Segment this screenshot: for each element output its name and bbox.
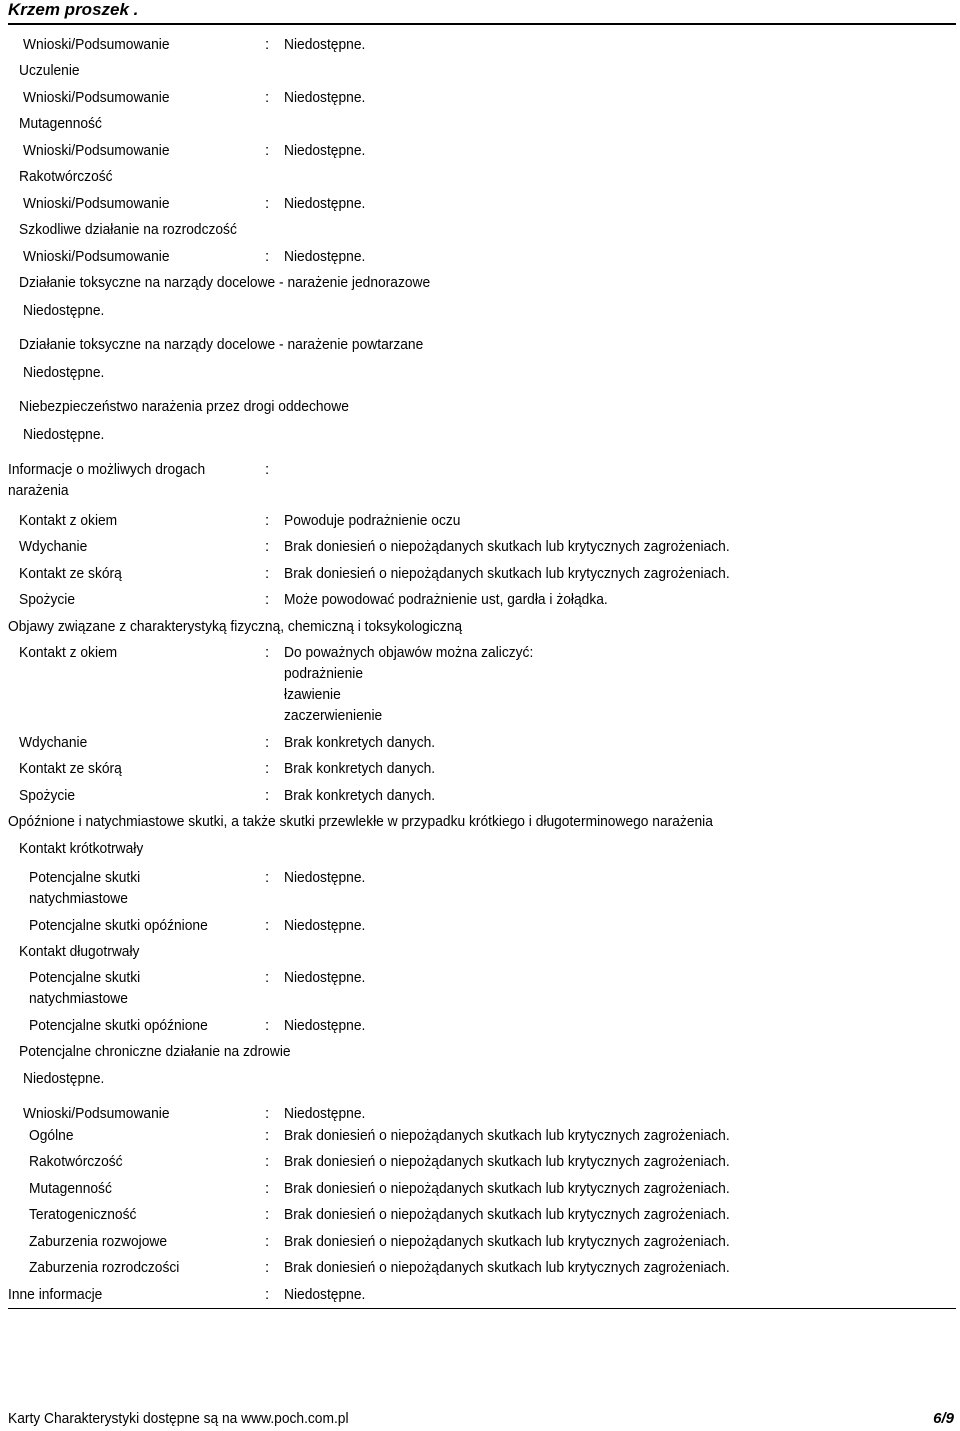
symptom-value: łzawienie: [284, 686, 341, 703]
row-label: Szkodliwe działanie na rozrodczość: [19, 221, 237, 238]
row-value: Niedostępne.: [284, 89, 366, 106]
page-number: 6/9: [933, 1410, 954, 1427]
colon: :: [265, 1286, 270, 1303]
route-label: Kontakt ze skórą: [19, 565, 122, 582]
chronic-value: Brak doniesień o niepożądanych skutkach lub krytycznych zagrożeniach.: [284, 1153, 730, 1170]
colon: :: [265, 1206, 270, 1223]
chronic-value: Brak doniesień o niepożądanych skutkach lub krytycznych zagrożeniach.: [284, 1206, 730, 1223]
row-value: Niedostępne.: [284, 248, 366, 265]
colon: :: [265, 591, 270, 608]
effect-label: Potencjalne skutki opóźnione: [29, 1017, 208, 1034]
symptom-label: Spożycie: [19, 787, 76, 804]
row-label: Rakotwórczość: [19, 168, 113, 185]
section-title: Objawy związane z charakterystyką fizyczną, chemiczną i toksykologiczną: [8, 618, 463, 635]
row-value: Niedostępne.: [284, 142, 366, 159]
colon: :: [265, 644, 270, 661]
effect-value: Niedostępne.: [284, 969, 366, 986]
colon: :: [265, 869, 270, 886]
section-title: Potencjalne chroniczne działanie na zdrowie: [19, 1043, 291, 1060]
colon: :: [265, 461, 270, 478]
chronic-label: Rakotwórczość: [29, 1153, 123, 1170]
chronic-value: Brak doniesień o niepożądanych skutkach lub krytycznych zagrożeniach.: [284, 1233, 730, 1250]
chronic-value: Brak doniesień o niepożądanych skutkach lub krytycznych zagrożeniach.: [284, 1180, 730, 1197]
colon: :: [265, 565, 270, 582]
section-title: Opóźnione i natychmiastowe skutki, a także skutki przewlekłe w przypadku krótkiego i długoterminowego narażenia: [8, 813, 713, 830]
row-label: Wnioski/Podsumowanie: [23, 195, 170, 212]
subsection-title: Kontakt długotrwały: [19, 943, 140, 960]
colon: :: [265, 1017, 270, 1034]
chronic-value: Niedostępne.: [23, 1070, 105, 1087]
symptom-value: Brak konkretych danych.: [284, 760, 436, 777]
chronic-value: Niedostępne.: [284, 1105, 366, 1122]
header-rule: [8, 23, 956, 25]
colon: :: [265, 1180, 270, 1197]
symptom-label: Kontakt z okiem: [19, 644, 118, 661]
row-value: Niedostępne.: [23, 426, 105, 443]
symptom-value: zaczerwienienie: [284, 707, 383, 724]
colon: :: [265, 917, 270, 934]
subsection-title: Kontakt krótkotrwały: [19, 840, 144, 857]
footer-text: Karty Charakterystyki dostępne są na www.poch.com.pl: [8, 1410, 349, 1427]
symptom-value: Brak konkretych danych.: [284, 787, 436, 804]
effect-value: Niedostępne.: [284, 869, 366, 886]
effect-label: Potencjalne skutki opóźnione: [29, 917, 208, 934]
colon: :: [265, 1105, 270, 1122]
colon: :: [265, 760, 270, 777]
colon: :: [265, 142, 270, 159]
colon: :: [265, 969, 270, 986]
row-label: Mutagenność: [19, 115, 102, 132]
colon: :: [265, 787, 270, 804]
routes-label: Informacje o możliwych drogach: [8, 461, 206, 478]
row-label: Wnioski/Podsumowanie: [23, 89, 170, 106]
chronic-label: Teratogeniczność: [29, 1206, 137, 1223]
colon: :: [265, 89, 270, 106]
chronic-label: Ogólne: [29, 1127, 74, 1144]
symptom-label: Kontakt ze skórą: [19, 760, 122, 777]
chronic-label: Zaburzenia rozrodczości: [29, 1259, 180, 1276]
symptom-value: podrażnienie: [284, 665, 364, 682]
route-value: Może powodować podrażnienie ust, gardła i żołądka.: [284, 591, 608, 608]
colon: :: [265, 195, 270, 212]
other-info-label: Inne informacje: [8, 1286, 103, 1303]
row-label: Działanie toksyczne na narządy docelowe - narażenie jednorazowe: [19, 274, 431, 291]
symptom-value: Brak konkretych danych.: [284, 734, 436, 751]
row-label: Działanie toksyczne na narządy docelowe - narażenie powtarzane: [19, 336, 424, 353]
symptom-value: Do poważnych objawów można zaliczyć:: [284, 644, 534, 661]
effect-label: natychmiastowe: [29, 990, 128, 1007]
row-value: Niedostępne.: [284, 195, 366, 212]
row-value: Niedostępne.: [284, 36, 366, 53]
effect-label: natychmiastowe: [29, 890, 128, 907]
effect-value: Niedostępne.: [284, 917, 366, 934]
symptom-label: Wdychanie: [19, 734, 88, 751]
route-label: Spożycie: [19, 591, 76, 608]
effect-label: Potencjalne skutki: [29, 869, 141, 886]
colon: :: [265, 538, 270, 555]
chronic-label: Wnioski/Podsumowanie: [23, 1105, 170, 1122]
chronic-label: Mutagenność: [29, 1180, 112, 1197]
route-label: Kontakt z okiem: [19, 512, 118, 529]
route-value: Brak doniesień o niepożądanych skutkach lub krytycznych zagrożeniach.: [284, 538, 730, 555]
row-value: Niedostępne.: [23, 302, 105, 319]
chronic-label: Zaburzenia rozwojowe: [29, 1233, 168, 1250]
colon: :: [265, 248, 270, 265]
section-rule: [8, 1308, 956, 1309]
row-value: Niedostępne.: [23, 364, 105, 381]
route-value: Brak doniesień o niepożądanych skutkach lub krytycznych zagrożeniach.: [284, 565, 730, 582]
chronic-value: Brak doniesień o niepożądanych skutkach lub krytycznych zagrożeniach.: [284, 1127, 730, 1144]
colon: :: [265, 1127, 270, 1144]
colon: :: [265, 512, 270, 529]
route-value: Powoduje podrażnienie oczu: [284, 512, 461, 529]
effect-label: Potencjalne skutki: [29, 969, 141, 986]
colon: :: [265, 1259, 270, 1276]
colon: :: [265, 734, 270, 751]
effect-value: Niedostępne.: [284, 1017, 366, 1034]
routes-label: narażenia: [8, 482, 69, 499]
chronic-value: Brak doniesień o niepożądanych skutkach lub krytycznych zagrożeniach.: [284, 1259, 730, 1276]
row-label: Wnioski/Podsumowanie: [23, 36, 170, 53]
row-label: Uczulenie: [19, 62, 80, 79]
document-title: Krzem proszek .: [8, 0, 139, 19]
route-label: Wdychanie: [19, 538, 88, 555]
colon: :: [265, 1233, 270, 1250]
other-info-value: Niedostępne.: [284, 1286, 366, 1303]
row-label: Wnioski/Podsumowanie: [23, 248, 170, 265]
row-label: Wnioski/Podsumowanie: [23, 142, 170, 159]
row-label: Niebezpieczeństwo narażenia przez drogi oddechowe: [19, 398, 349, 415]
colon: :: [265, 1153, 270, 1170]
colon: :: [265, 36, 270, 53]
